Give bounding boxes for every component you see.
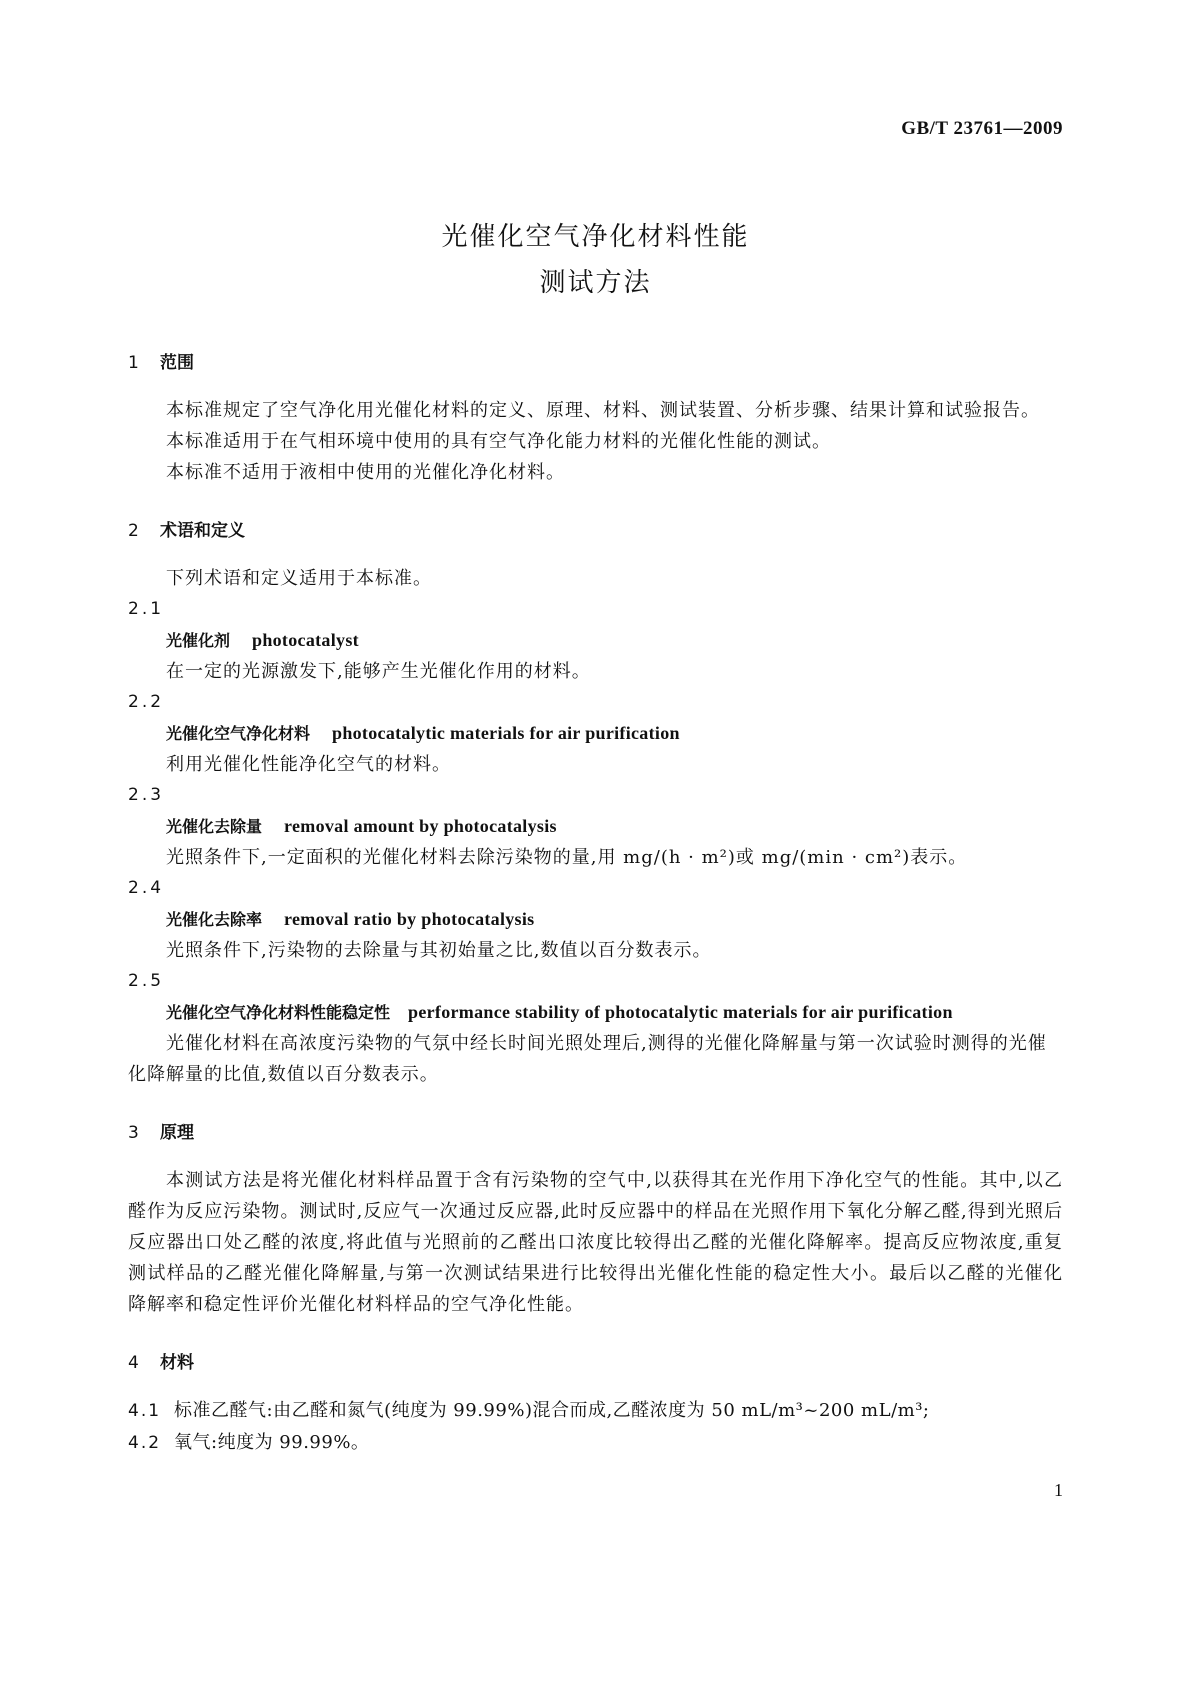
section-number: 4	[128, 1353, 139, 1373]
term-en: removal ratio by photocatalysis	[284, 909, 535, 929]
paragraph: 下列术语和定义适用于本标准。	[166, 568, 432, 589]
section-number: 1	[128, 353, 139, 373]
term-en: photocatalyst	[252, 630, 359, 650]
document-body	[128, 348, 1063, 1459]
section-number: 3	[128, 1123, 139, 1143]
page-number: 1	[1054, 1480, 1063, 1500]
term-en: photocatalytic materials for air purification	[332, 723, 680, 743]
item-number: 4.2	[128, 1433, 162, 1453]
term-definition: 光照条件下,污染物的去除量与其初始量之比,数值以百分数表示。	[166, 940, 712, 961]
section-title: 原理	[160, 1123, 194, 1143]
section-number: 2	[128, 521, 139, 541]
section-heading	[128, 516, 1063, 547]
section-heading	[128, 1118, 1063, 1149]
section-title: 范围	[160, 353, 194, 373]
list-item	[128, 1395, 1063, 1427]
term-entry	[128, 718, 1063, 749]
term-entry	[128, 811, 1063, 842]
paragraph: 本标准适用于在气相环境中使用的具有空气净化能力材料的光催化性能的测试。	[166, 431, 831, 452]
item-text: 氧气:纯度为 99.99%。	[174, 1432, 370, 1453]
document-subtitle: 测试方法	[539, 268, 652, 298]
term-en: performance stability of photocatalytic materials for air purification	[408, 1002, 953, 1022]
section-heading	[128, 348, 1063, 379]
item-text: 标准乙醛气:由乙醛和氮气(纯度为 99.99%)混合而成,乙醛浓度为 50 mL/m³~200 mL/m³;	[174, 1400, 930, 1421]
term-zh: 光催化去除量	[166, 817, 263, 836]
item-number: 4.1	[128, 1401, 162, 1421]
term-zh: 光催化去除率	[166, 910, 263, 929]
section-title: 材料	[160, 1353, 194, 1373]
term-entry	[128, 904, 1063, 935]
term-definition: 光催化材料在高浓度污染物的气氛中经长时间光照处理后,测得的光催化降解量与第一次试验时测得的光催化降解量的比值,数值以百分数表示。	[128, 1033, 1047, 1085]
paragraph: 本标准不适用于液相中使用的光催化净化材料。	[166, 462, 565, 483]
term-number: 2.1	[128, 599, 165, 619]
term-number: 2.3	[128, 785, 165, 805]
term-number: 2.4	[128, 878, 165, 898]
list-item	[128, 1427, 1063, 1459]
term-number: 2.5	[128, 971, 165, 991]
document-title: 光催化空气净化材料性能	[441, 222, 750, 252]
term-zh: 光催化空气净化材料性能稳定性	[166, 1003, 391, 1022]
term-definition: 利用光催化性能净化空气的材料。	[166, 754, 451, 775]
term-zh: 光催化空气净化材料	[166, 724, 311, 743]
section-title: 术语和定义	[160, 521, 245, 541]
paragraph: 本测试方法是将光催化材料样品置于含有污染物的空气中,以获得其在光作用下净化空气的性能。其中,以乙醛作为反应污染物。测试时,反应气一次通过反应器,此时反应器中的样品在光照作用下氧化分解乙醛,得到光照后反应器出口处乙醛的浓度,将此值与光照前的乙醛出口浓度比较得出乙醛的光催化降解率。提高反应物浓度,重复测试样品的乙醛光催化降解量,与第一次测试结果进行比较得出光催化性能的稳定性大小。最后以乙醛的光催化降解率和稳定性评价光催化材料样品的空气净化性能。	[128, 1170, 1063, 1315]
term-definition: 在一定的光源激发下,能够产生光催化作用的材料。	[166, 661, 591, 682]
term-zh: 光催化剂	[166, 631, 231, 650]
term-en: removal amount by photocatalysis	[284, 816, 557, 836]
paragraph: 本标准规定了空气净化用光催化材料的定义、原理、材料、测试装置、分析步骤、结果计算和试验报告。	[166, 400, 1040, 421]
standard-code: GB/T 23761—2009	[901, 118, 1063, 139]
term-number: 2.2	[128, 692, 165, 712]
term-definition: 光照条件下,一定面积的光催化材料去除污染物的量,用 mg/(h · m²)或 mg/(min · cm²)表示。	[166, 847, 968, 868]
section-heading	[128, 1348, 1063, 1379]
term-entry	[128, 625, 1063, 656]
term-entry	[128, 997, 1063, 1028]
